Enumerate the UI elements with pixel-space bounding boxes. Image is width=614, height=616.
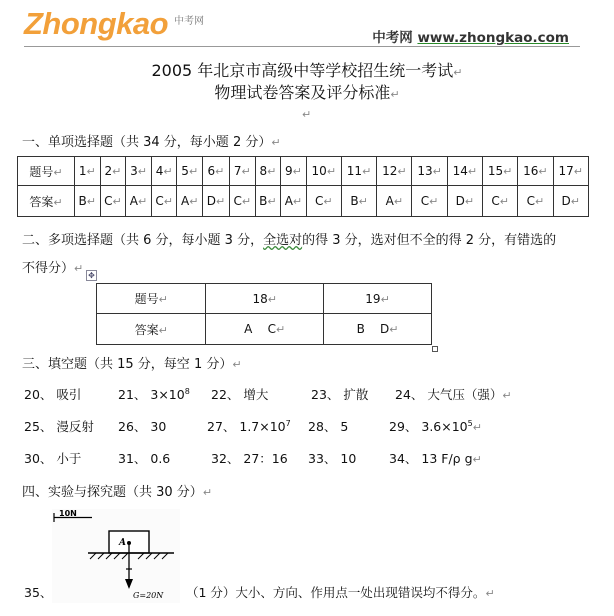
paragraph-mark-icon: ↵	[232, 358, 242, 371]
table-cell	[518, 157, 553, 186]
answer-21-exponent: 8	[184, 386, 190, 396]
answer-24-text: 24、 大气压（强）	[395, 387, 503, 402]
paragraph-mark-icon: ↵	[380, 292, 390, 306]
table-cell	[306, 157, 341, 186]
cell-text: 11	[346, 164, 363, 178]
paragraph-mark-icon: ↵	[464, 195, 475, 208]
table-resize-handle[interactable]	[432, 346, 438, 352]
section3-heading	[22, 353, 242, 372]
cell-text: 17	[558, 164, 574, 178]
cell-text: C	[420, 194, 430, 208]
zhongkao-logo	[24, 6, 204, 42]
cell-text: 8	[259, 164, 268, 178]
paragraph-mark-icon: ↵	[163, 195, 173, 208]
cell-text: 1	[78, 164, 87, 178]
answer-28: 28、 5	[308, 419, 349, 434]
table-cell	[126, 157, 152, 186]
q35-number: 35、	[24, 585, 53, 600]
paragraph-mark-icon: ↵	[267, 165, 277, 178]
paragraph-mark-icon: ↵	[432, 165, 442, 178]
section1-heading	[22, 131, 281, 150]
title-line-1: 2005 年北京市高级中等学校招生统一考试	[151, 61, 454, 80]
table-cell	[202, 157, 229, 186]
paragraph-mark-icon: ↵	[53, 195, 63, 209]
table-cell	[324, 284, 432, 314]
table-cell	[97, 314, 206, 345]
answer-23: 23、 扩散	[311, 387, 369, 402]
section2-heading-line2-text: 不得分）	[22, 261, 75, 276]
section3-heading-text: 三、填空题（共 15 分，每空 1 分）	[22, 357, 233, 372]
paragraph-mark-icon: ↵	[397, 165, 407, 178]
answer-34-text: 34、 13 F/ρ g	[389, 451, 473, 466]
table-cell	[100, 186, 126, 217]
section2-heading	[22, 229, 556, 248]
paragraph-mark-icon: ↵	[138, 195, 148, 208]
table-cell	[482, 186, 517, 217]
cell-text: 16	[523, 164, 539, 178]
table-cell	[324, 314, 432, 345]
answer-20: 20、 吸引	[24, 387, 82, 402]
paragraph-mark-icon: ↵	[326, 165, 337, 178]
paragraph-mark-icon: ↵	[215, 165, 225, 178]
paragraph-mark-icon: ↵	[163, 165, 173, 178]
section4-heading-text: 四、实验与探究题（共 30 分）	[22, 485, 203, 500]
answer-22: 22、 增大	[211, 387, 269, 402]
q35-answer	[186, 583, 495, 601]
table-cell	[447, 186, 482, 217]
table-cell	[177, 157, 203, 186]
cell-text: 15	[487, 164, 504, 178]
paragraph-mark-icon: ↵	[503, 165, 513, 178]
paragraph-mark-icon: ↵	[112, 165, 122, 178]
cell-text: A	[284, 194, 293, 208]
cell-text: 6	[207, 164, 216, 178]
paragraph-mark-icon: ↵	[215, 195, 226, 208]
paragraph-mark-icon: ↵	[429, 195, 439, 208]
table-cell	[341, 157, 376, 186]
answer-27	[207, 417, 291, 435]
table-cell	[18, 157, 75, 186]
paragraph-mark-icon: ↵	[53, 165, 63, 179]
cell-text: C	[155, 194, 164, 208]
force-diagram-svg	[52, 509, 180, 603]
answer-26: 26、 30	[118, 419, 167, 434]
table-cell	[377, 157, 412, 186]
paragraph-mark-icon: ↵	[358, 195, 368, 208]
cell-text: D	[455, 194, 465, 208]
answer-31: 31、 0.6	[118, 451, 171, 466]
force-diagram	[52, 509, 180, 603]
page-title	[0, 58, 614, 81]
table-cell	[281, 186, 307, 217]
cell-text: 4	[155, 164, 164, 178]
site-label: 中考网	[372, 30, 418, 46]
table-cell	[306, 186, 341, 217]
answer-34	[389, 449, 482, 467]
paragraph-mark-icon: ↵	[271, 136, 281, 149]
table-move-handle-icon[interactable]: ✥	[86, 270, 97, 281]
cell-text: A	[129, 194, 138, 208]
cell-text: 7	[233, 164, 242, 178]
table-cell	[202, 186, 229, 217]
cell-text: B	[78, 194, 87, 208]
table-cell	[447, 157, 482, 186]
answer-21-text: 21、 3×10	[118, 387, 185, 402]
paragraph-mark-icon: ↵	[502, 389, 512, 402]
paragraph-mark-icon: ↵	[86, 195, 96, 208]
table-cell	[553, 157, 588, 186]
paragraph-mark-icon: ↵	[472, 421, 482, 434]
cell-text: B	[350, 194, 359, 208]
cell-text: 13	[417, 164, 433, 178]
table-cell	[482, 157, 517, 186]
cell-text: 题号	[134, 292, 159, 306]
section4-heading	[22, 481, 212, 500]
paragraph-mark-icon: ↵	[241, 165, 251, 178]
answer-25: 25、 漫反射	[24, 419, 94, 434]
paragraph-mark-icon: ↵	[276, 323, 286, 336]
cell-text: 18	[252, 291, 268, 306]
paragraph-mark-icon: ↵	[292, 165, 302, 178]
cell-text: 19	[365, 291, 381, 306]
cell-text: 答案	[29, 194, 54, 209]
table-cell	[206, 284, 324, 314]
paragraph-mark-icon: ↵	[292, 195, 303, 208]
paragraph-mark-icon: ↵	[158, 323, 168, 337]
cell-text: C	[526, 194, 535, 208]
block-label: A	[119, 538, 126, 548]
cell-text: 2	[104, 164, 113, 178]
table-cell	[206, 314, 324, 345]
answer-27-exponent: 7	[285, 418, 291, 428]
table-cell	[151, 186, 177, 217]
paragraph-mark-icon: ↵	[188, 165, 199, 178]
table-cell	[229, 157, 255, 186]
table-cell	[553, 186, 588, 217]
gravity-label: G=20N	[133, 591, 164, 600]
cell-text: C	[233, 194, 242, 208]
cell-text: D	[561, 194, 571, 208]
paragraph-mark-icon: ↵	[158, 293, 168, 306]
page-subtitle	[0, 80, 614, 103]
section2-heading-line2	[22, 257, 83, 276]
answer-32: 32、 27：16	[211, 451, 288, 466]
title-line-2: 物理试卷答案及评分标准	[214, 83, 391, 102]
paragraph-mark-icon: ↵	[393, 195, 404, 208]
cell-text: 3	[130, 164, 138, 178]
paragraph-mark-icon: ↵	[137, 165, 147, 178]
cell-text: C	[104, 194, 113, 208]
paragraph-mark-icon: ↵	[570, 195, 580, 208]
table-cell	[97, 284, 206, 314]
table-cell	[281, 157, 307, 186]
answer-30: 30、 小于	[24, 451, 82, 466]
paragraph-mark-icon: ↵	[323, 195, 333, 208]
paragraph-mark-icon: ↵	[389, 323, 399, 336]
cell-text: D	[206, 194, 216, 208]
paragraph-mark-icon: ↵	[74, 262, 84, 275]
section2-heading-c: 的得 3 分，选对但不全的得 2 分，有错选的	[302, 233, 557, 248]
site-url[interactable]: www.zhongkao.com	[417, 30, 569, 46]
paragraph-mark-icon: ↵	[86, 165, 96, 178]
paragraph-mark-icon: ↵	[472, 453, 482, 466]
cell-text: 9	[284, 164, 293, 178]
table-cell	[151, 157, 177, 186]
paragraph-mark-icon: ↵	[534, 195, 545, 208]
header-divider	[24, 46, 580, 47]
section2-heading-underlined: 全选对	[263, 233, 303, 248]
answer-29	[389, 417, 482, 435]
cell-text: A C	[244, 322, 277, 336]
cell-text: C	[314, 194, 324, 208]
table-cell	[341, 186, 376, 217]
table-cell	[18, 186, 75, 217]
paragraph-mark-icon: ↵	[241, 195, 252, 208]
answer-27-text: 27、 1.7×10	[207, 419, 286, 434]
table-cell	[75, 186, 101, 217]
answer-21	[118, 385, 190, 403]
paragraph-mark-icon: ↵	[499, 195, 509, 208]
answer-29-text: 29、 3.6×10	[389, 419, 468, 434]
cell-text: A	[181, 194, 190, 208]
paragraph-mark-icon: ↵	[112, 195, 122, 208]
table-cell	[412, 157, 447, 186]
cell-text: A	[385, 194, 394, 208]
multi-choice-table	[96, 283, 432, 345]
cell-text: 5	[181, 164, 189, 178]
paragraph-mark-icon: ↵	[538, 165, 548, 178]
cell-text: 14	[452, 164, 468, 178]
q35-answer-text: （1 分）大小、方向、作用点一处出现错误均不得分。	[186, 585, 486, 600]
table-cell	[377, 186, 412, 217]
site-header	[372, 26, 569, 46]
paragraph-mark-icon: ↵	[467, 165, 478, 178]
paragraph-mark-icon: ↵	[573, 165, 583, 178]
section2-heading-a: 二、多项选择题（共 6 分，每小题 3 分，	[22, 233, 264, 248]
table-cell	[229, 186, 255, 217]
cell-text: 12	[382, 164, 398, 178]
table-cell	[126, 186, 152, 217]
paragraph-mark-icon: ↵	[189, 195, 199, 208]
scale-label: 10N	[59, 509, 77, 518]
cell-text: 10	[311, 164, 327, 178]
table-cell	[177, 186, 203, 217]
table-cell	[255, 186, 281, 217]
logo-cn-text: 中考网	[174, 16, 204, 27]
gravity-arrowhead	[125, 579, 133, 589]
logo-text: Zhongkao	[24, 6, 169, 41]
paragraph-mark-icon: ↵	[362, 165, 372, 178]
paragraph-mark-icon: ↵	[485, 587, 495, 600]
paragraph-mark-icon: ↵	[390, 88, 400, 101]
table-cell	[518, 186, 553, 217]
table-cell	[75, 157, 101, 186]
table-cell	[100, 157, 126, 186]
table-cell	[255, 157, 281, 186]
paragraph-mark-icon: ↵	[453, 66, 463, 79]
section1-heading-text: 一、单项选择题（共 34 分，每小题 2 分）	[22, 135, 272, 150]
answer-33: 33、 10	[308, 451, 357, 466]
cell-text: B D	[356, 322, 390, 336]
table-cell	[412, 186, 447, 217]
single-choice-table	[17, 156, 589, 217]
paragraph-mark-icon: ↵	[302, 108, 312, 121]
paragraph-mark-icon: ↵	[202, 486, 213, 499]
cell-text: 答案	[134, 322, 159, 337]
cell-text: B	[259, 194, 268, 208]
paragraph-mark-icon: ↵	[267, 195, 277, 208]
cell-text: C	[491, 194, 500, 208]
answer-29-exponent: 5	[467, 418, 473, 428]
cell-text: 题号	[29, 164, 54, 179]
paragraph-mark-icon: ↵	[267, 292, 277, 306]
answer-24	[395, 385, 512, 403]
